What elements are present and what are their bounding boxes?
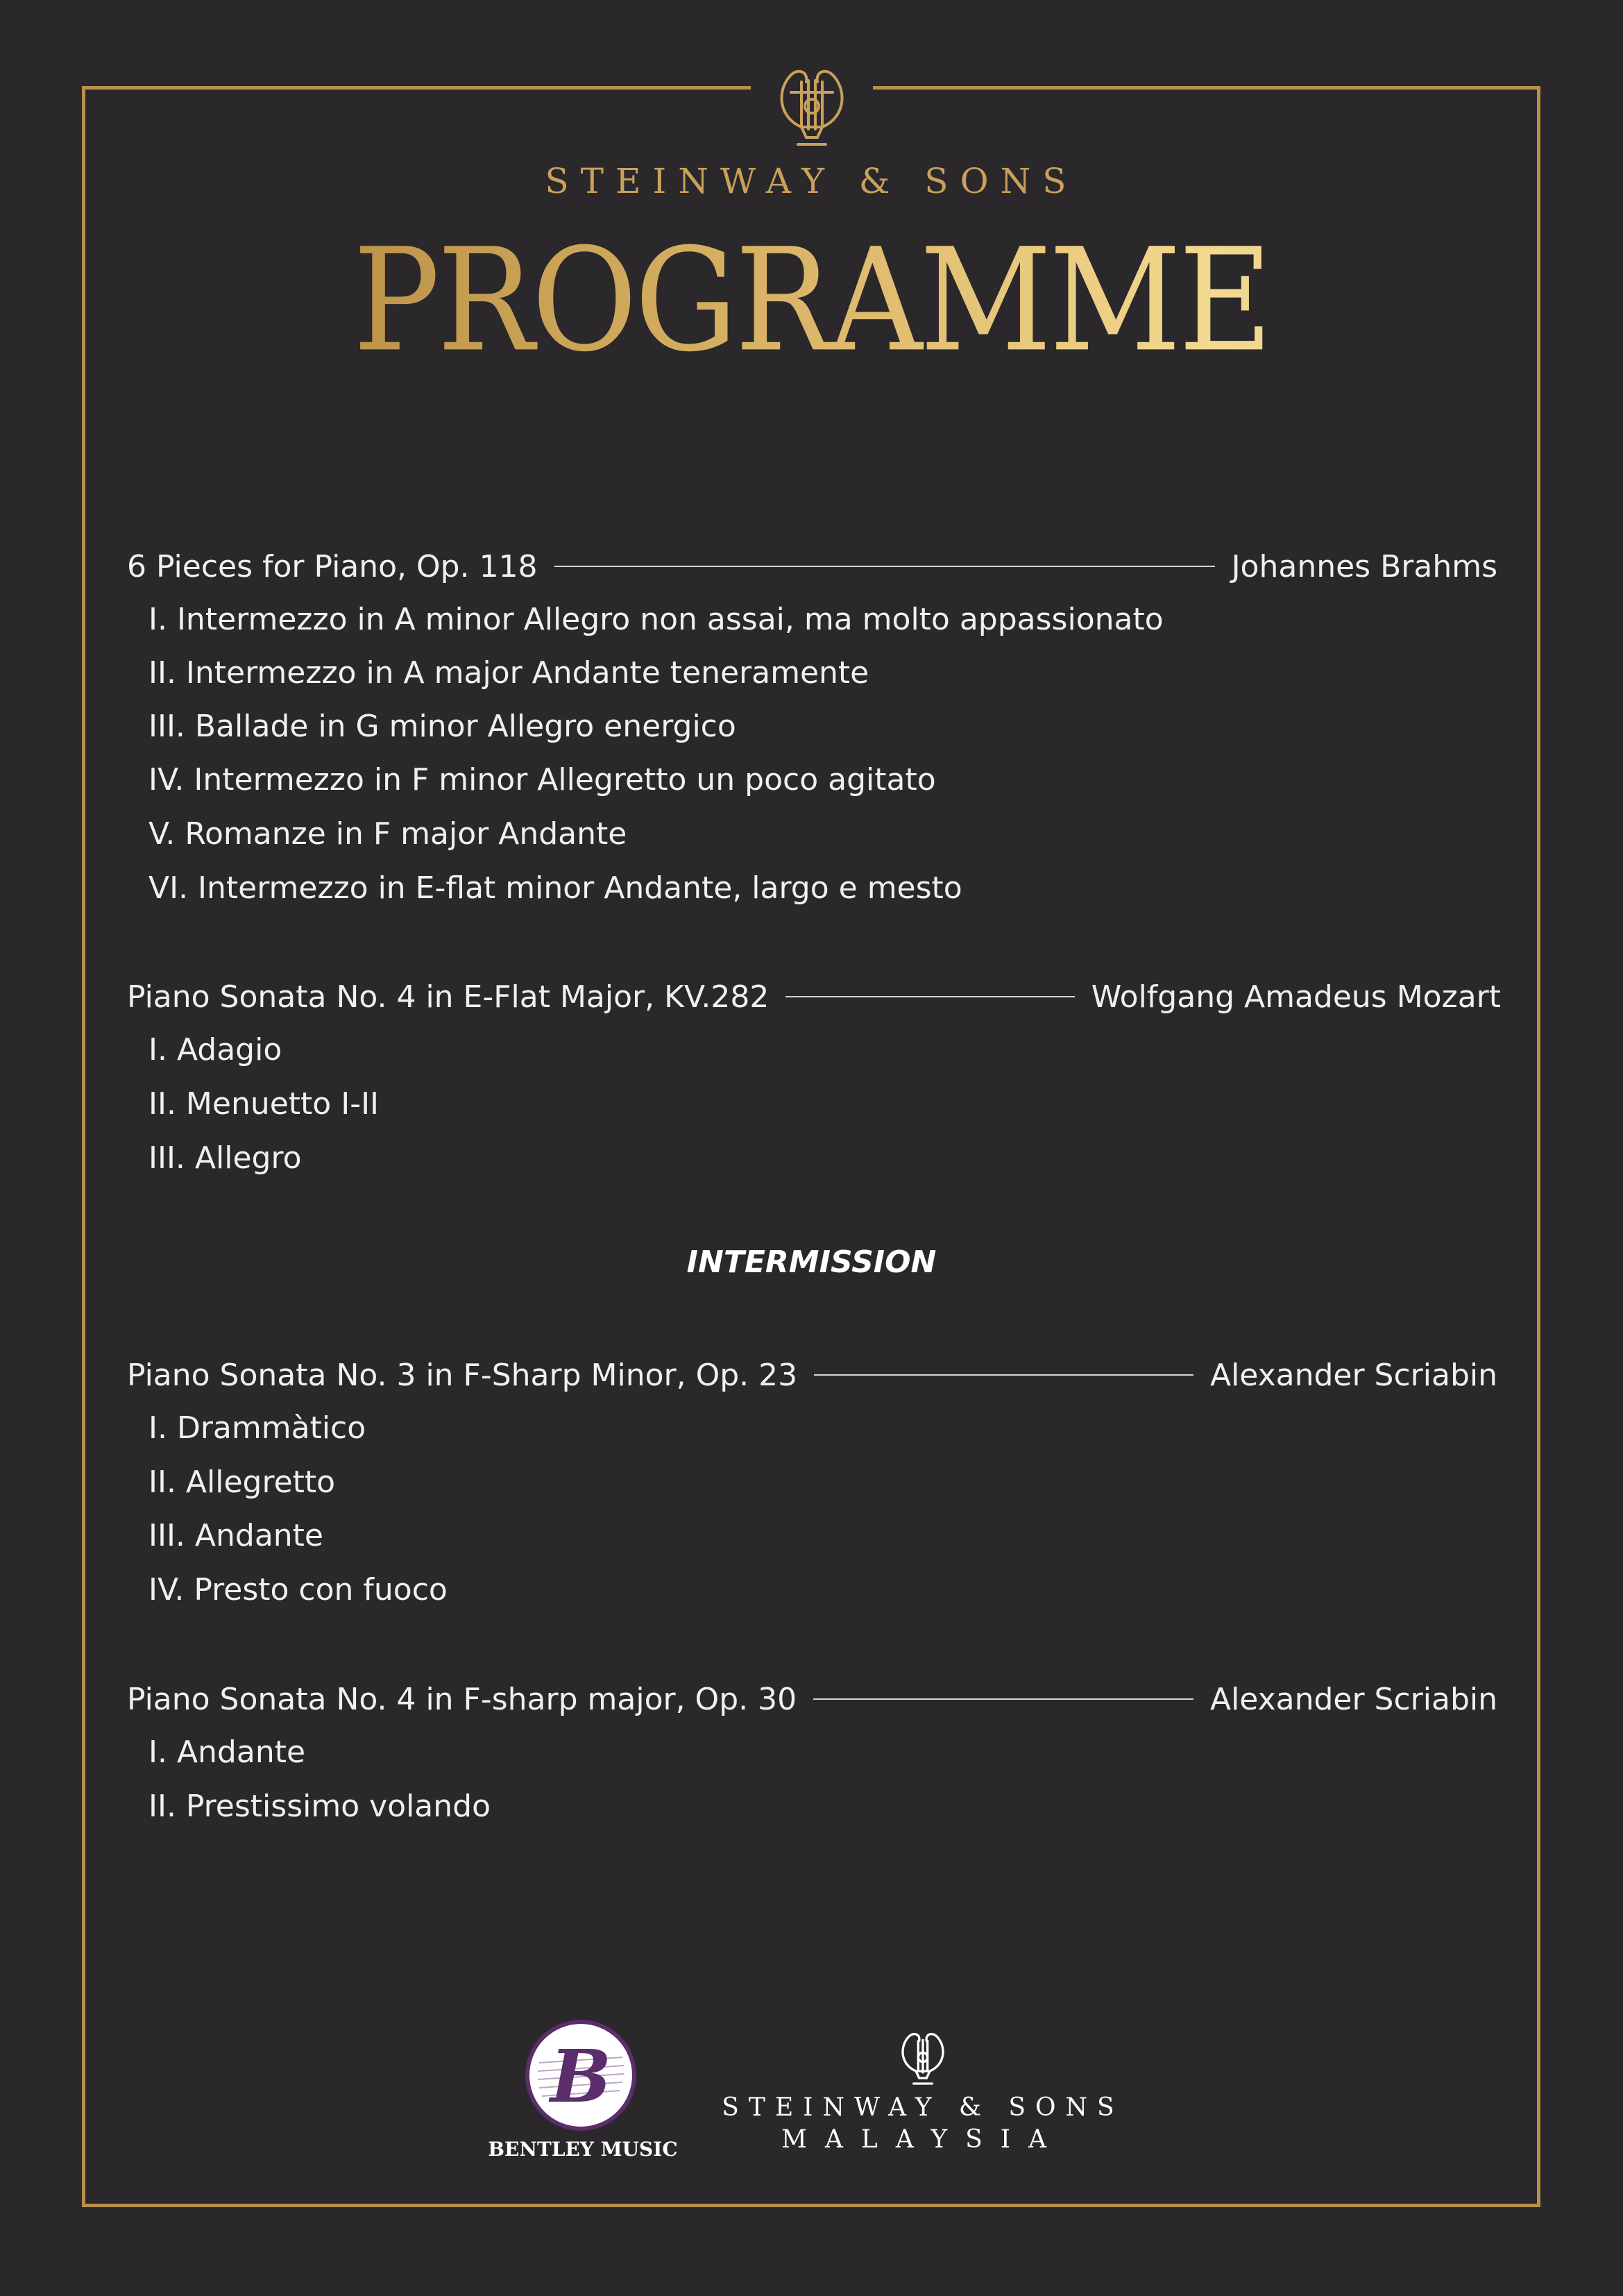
steinway-lyre-logo-small bbox=[895, 2027, 951, 2088]
movement-item: III. Ballade in G minor Allegro energico bbox=[148, 709, 736, 744]
work-title: Piano Sonata No. 3 in F-Sharp Minor, Op. 23 bbox=[127, 1357, 798, 1393]
intermission-label: INTERMISSION bbox=[686, 1244, 937, 1280]
steinway-malaysia-country: MALAYSIA bbox=[781, 2125, 1064, 2154]
work-heading bbox=[127, 1354, 1497, 1396]
movement-item: III. Allegro bbox=[148, 1140, 302, 1176]
work-title: Piano Sonata No. 4 in E-Flat Major, KV.282 bbox=[127, 979, 770, 1015]
movement-item: II. Allegretto bbox=[148, 1464, 336, 1500]
movement-item: II. Prestissimo volando bbox=[148, 1789, 491, 1824]
movement-item: II. Intermezzo in A major Andante teneramente bbox=[148, 655, 869, 691]
composer: Alexander Scriabin bbox=[1209, 1357, 1497, 1393]
leader-line bbox=[814, 1374, 1193, 1376]
movement-item: VI. Intermezzo in E-flat minor Andante, largo e mesto bbox=[148, 870, 962, 906]
movement-item: V. Romanze in F major Andante bbox=[148, 816, 627, 852]
steinway-lyre-logo bbox=[770, 61, 853, 151]
leader-line bbox=[813, 1698, 1193, 1700]
composer: Wolfgang Amadeus Mozart bbox=[1091, 979, 1501, 1015]
page-title: PROGRAMME bbox=[0, 230, 1623, 372]
movement-item: I. Andante bbox=[148, 1734, 306, 1770]
music-staff-icon bbox=[529, 2024, 632, 2127]
work-heading bbox=[127, 546, 1497, 587]
composer: Alexander Scriabin bbox=[1209, 1681, 1497, 1717]
composer: Johannes Brahms bbox=[1231, 548, 1497, 584]
bentley-music-label: BENTLEY MUSIC bbox=[488, 2138, 678, 2161]
brand-name: STEINWAY & SONS bbox=[545, 161, 1078, 201]
movement-item: III. Andante bbox=[148, 1518, 323, 1553]
movement-item: II. Menuetto I-II bbox=[148, 1086, 380, 1122]
leader-line bbox=[554, 566, 1215, 567]
work-heading bbox=[127, 976, 1501, 1018]
movement-item: IV. Intermezzo in F minor Allegretto un poco agitato bbox=[148, 762, 936, 797]
steinway-malaysia-brand: STEINWAY & SONS bbox=[722, 2093, 1124, 2122]
work-heading bbox=[127, 1678, 1497, 1720]
movement-item: I. Drammàtico bbox=[148, 1410, 366, 1446]
movement-item: IV. Presto con fuoco bbox=[148, 1572, 448, 1607]
leader-line bbox=[785, 996, 1074, 997]
work-title: Piano Sonata No. 4 in F-sharp major, Op. 30 bbox=[127, 1681, 797, 1717]
movement-item: I. Adagio bbox=[148, 1032, 282, 1067]
work-title: 6 Pieces for Piano, Op. 118 bbox=[127, 548, 538, 584]
movement-item: I. Intermezzo in A minor Allegro non assai, ma molto appassionato bbox=[148, 602, 1164, 637]
bentley-letter: B bbox=[550, 2034, 611, 2119]
bentley-music-logo bbox=[525, 2020, 636, 2131]
